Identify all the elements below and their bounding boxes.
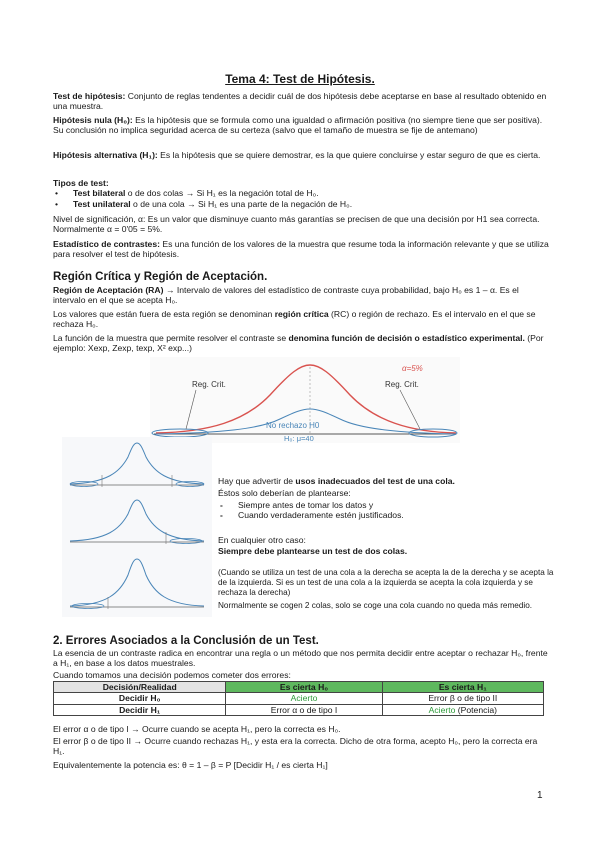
- aside-warning: [218, 476, 558, 486]
- definition-hipotesis-nula: [53, 115, 551, 136]
- text: Hay que advertir de: [218, 476, 296, 486]
- potencia: Equivalentemente la potencia es: θ = 1 – β = P [Decidir H₁ / es cierta H₁]: [53, 760, 328, 770]
- definition-text: Es la hipótesis que se formula como una igualdad o afirmación positiva (no siempre tiene que ser positiva). Su conclusión no implica seguridad acerca de su certeza (salvo que el tamaño de muestra se fije de antemano): [53, 115, 543, 136]
- page-number: 1: [537, 790, 543, 801]
- cell-text: Acierto: [428, 704, 456, 715]
- list-item: - Cuando verdaderamente estén justificados.: [218, 510, 558, 520]
- term: Estadístico de contrastes:: [53, 239, 160, 249]
- list-item: - Siempre antes de tomar los datos y: [218, 500, 558, 510]
- list-item: [53, 188, 551, 198]
- h0-label: H₀: μ=40: [284, 434, 314, 443]
- definition-nivel-significacion: Nivel de significación, α: Es un valor que disminuye cuanto más garantías se precisen de que una decisión por H1 sea correcta. Normalmente α = 0'05 = 5%.: [53, 214, 540, 235]
- definition-hipotesis-alternativa: [53, 150, 551, 160]
- row-label: Decidir H₀: [54, 693, 226, 704]
- aside-line: Éstos solo deberían de plantearse:: [218, 488, 351, 498]
- tipos-list: [53, 188, 551, 209]
- term: Hipótesis alternativa (H₁):: [53, 150, 158, 160]
- tail-diagram-right-tailed: [62, 494, 212, 552]
- aside-emphasis: Siempre debe plantearse un test de dos colas.: [218, 546, 408, 556]
- aside-list: [218, 500, 558, 521]
- error-tipo-ii: El error β o de tipo II → Ocurre cuando rechazas H₁, y esta era la correcta. Dicho de otra forma, acepto H₀, pero la correcta era H₁.: [53, 736, 538, 757]
- funcion-decision-text: [53, 333, 551, 354]
- definition-text: Conjunto de reglas tendentes a decidir cuál de dos hipótesis debe aceptarse en base al resultado obtenido en una muestra.: [53, 91, 547, 112]
- section2-intro2: Cuando tomamos una decisión podemos cometer dos errores:: [53, 670, 291, 680]
- table-cell: Acierto: [226, 693, 382, 704]
- section-heading-region: Región Crítica y Región de Aceptación.: [53, 271, 268, 283]
- term: Hipótesis nula (H₀):: [53, 115, 133, 125]
- table-header: Es cierta H₀: [226, 682, 382, 693]
- table-cell: Error α o de tipo I: [226, 704, 382, 715]
- term: denomina función de decisión o estadístico experimental.: [288, 333, 525, 343]
- table-row: [54, 693, 544, 704]
- term: Test bilateral: [73, 188, 126, 199]
- item-text: o de dos colas → Si H₁ es la negación total de H₀.: [125, 188, 319, 199]
- text: La función de la muestra que permite resolver el contraste se: [53, 333, 289, 343]
- text: → Intervalo de valores del estadístico de contraste cuya probabilidad, bajo H₀ es 1 – α. Es el intervalo en el que se acepta H₀.: [53, 285, 519, 306]
- text: (Por ejemplo: Xexp, Zexp, texp, X² exp...): [53, 333, 544, 354]
- term: usos inadecuados del test de una cola.: [295, 476, 455, 486]
- table-header-row: [54, 682, 544, 693]
- term: Test de hipótesis:: [53, 91, 126, 101]
- aside-note: (Cuando se utiliza un test de una cola a la derecha se acepta la de la derecha y se acepta la de la izquierda. Si es un test de una cola a la izquierda se acepta la cola izquierda y se rechaza la derecha): [218, 568, 554, 597]
- table-header: Decisión/Realidad: [54, 682, 226, 693]
- normal-distribution-figure: [150, 357, 460, 443]
- aside-line: En cualquier otro caso:: [218, 535, 306, 545]
- alpha-label: α=5%: [402, 364, 423, 373]
- definition-test-hipotesis: [53, 91, 551, 112]
- tail-diagram-left-tailed: [62, 551, 212, 617]
- row-label: Decidir H₁: [54, 704, 226, 715]
- definition-text: Es una función de los valores de la muestra que resume toda la información relevante y que se utiliza para resolver el test de hipótesis.: [53, 239, 549, 260]
- text: Los valores que están fuera de esta región se denominan: [53, 309, 275, 319]
- errors-table: [53, 681, 544, 716]
- tail-diagram-two-tailed: [62, 437, 212, 495]
- table-row: [54, 704, 544, 715]
- aside-note: Normalmente se cogen 2 colas, solo se coge una cola cuando no queda más remedio.: [218, 601, 533, 610]
- term: región crítica: [274, 309, 329, 319]
- reg-crit-right-label: Reg. Crit.: [385, 380, 419, 389]
- cell-text: (Potencia): [455, 704, 497, 715]
- tipos-de-test: [53, 178, 551, 209]
- no-rechazo-label: No rechazo H0: [266, 421, 320, 430]
- error-tipo-i: El error α o de tipo I → Ocurre cuando se acepta H₁, pero la correcta es H₀.: [53, 724, 341, 734]
- table-cell: Error β o de tipo II: [382, 693, 543, 704]
- page-title: Tema 4: Test de Hipótesis.: [225, 72, 375, 86]
- reg-crit-left-label: Reg. Crit.: [192, 380, 226, 389]
- region-aceptacion-text: [53, 285, 551, 306]
- region-critica-text: [53, 309, 551, 330]
- definition-text: Es la hipótesis que se quiere demostrar, es la que quiere concluirse y estar seguro de que es cierta.: [157, 150, 541, 160]
- tipos-heading: Tipos de test:: [53, 178, 109, 188]
- term: Test unilateral: [73, 198, 131, 209]
- text: (RC) o región de rechazo. Es el intervalo en el que se rechaza H₀.: [53, 309, 536, 330]
- term: Región de Aceptación (RA): [53, 285, 164, 295]
- definition-estadistico: [53, 239, 551, 260]
- section2-intro: La esencia de un contraste radica en encontrar una regla o un método que nos permita decidir entre aceptar o rechazar H₀, frente a H₁, en base a los datos muestrales.: [53, 648, 548, 669]
- list-item: [53, 199, 551, 209]
- section-heading-errores: 2. Errores Asociados a la Conclusión de un Test.: [53, 635, 319, 647]
- table-cell: [382, 704, 543, 715]
- item-text: o de una cola → Si H₁ es una parte de la negación de H₀.: [130, 198, 353, 209]
- table-header: Es cierta H₁: [382, 682, 543, 693]
